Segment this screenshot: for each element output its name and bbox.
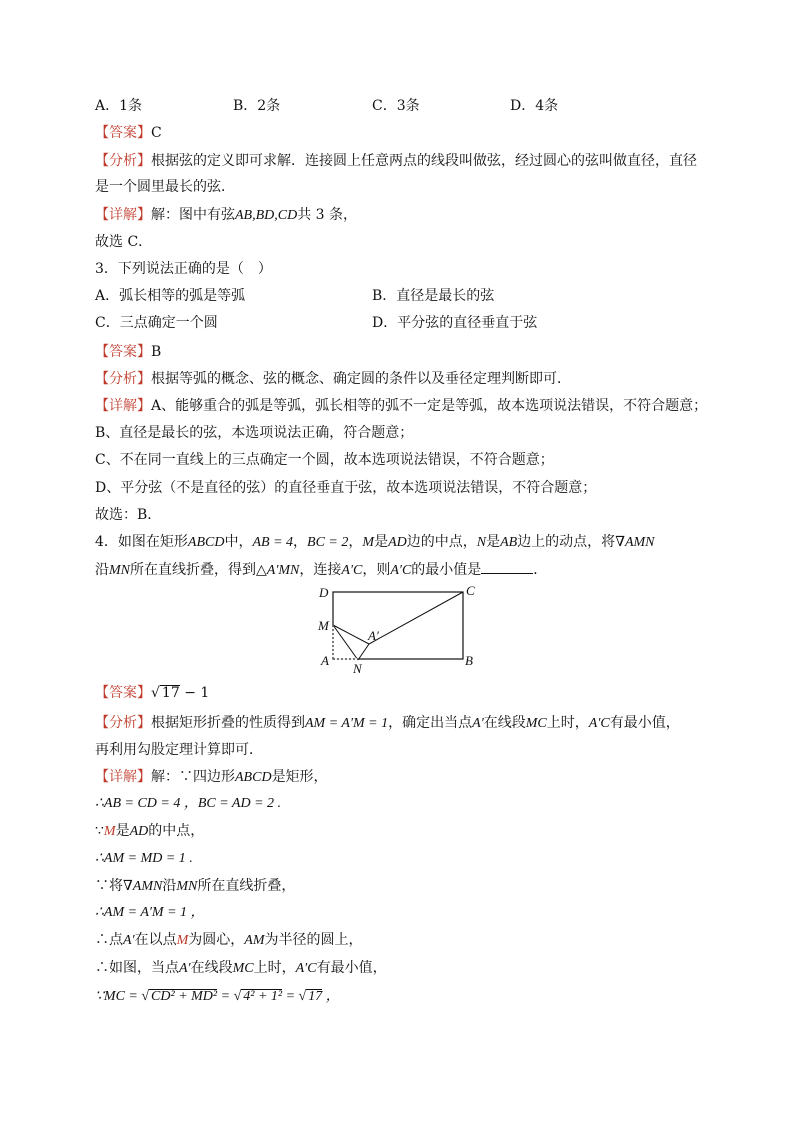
stem-text: 中， xyxy=(224,534,253,550)
option-b: B．2条 xyxy=(233,98,281,114)
q3-detail-d: D、平分弦（不是直径的弦）的直径垂直于弦，故本选项说法错误，不符合题意； xyxy=(95,480,597,496)
detail-text: 是 xyxy=(115,823,130,839)
q4-stem-line-2 xyxy=(95,559,547,581)
stem-text: 所在直线折叠，得到 xyxy=(130,562,256,578)
formula-text: = xyxy=(217,989,234,1004)
detail-text: 条， xyxy=(329,207,358,223)
detail-text: ∴点 xyxy=(95,932,123,948)
detail-text: 所在直线折叠， xyxy=(197,878,296,894)
option-d: D．4条 xyxy=(510,98,559,114)
detail-math: M xyxy=(103,824,116,839)
stem-text: ， xyxy=(348,534,363,550)
sqrt-radicand: 4² + 1² xyxy=(243,989,283,1004)
q3-option-c: C．三点确定一个圆 xyxy=(95,315,218,331)
analysis-text: 根据弦的定义即可求解．连接圆上任意两点的线段叫做弦，经过圆心的弦叫做直径，直径 xyxy=(151,153,697,169)
q3-detail-b: B、直径是最长的弦，本选项说法正确，符合题意； xyxy=(95,425,414,441)
stem-math: AB xyxy=(500,535,518,550)
label-a: A xyxy=(321,653,329,668)
sqrt-radicand: 17 xyxy=(308,989,323,1004)
segment-a-prime-n xyxy=(358,644,369,660)
detail-text: 共 xyxy=(297,207,312,223)
analysis-text: 在线段 xyxy=(483,715,526,731)
segment-mn xyxy=(333,625,358,660)
segment-ma-prime xyxy=(333,625,369,644)
detail-text: ∵ xyxy=(95,823,104,839)
stem-math: AD xyxy=(388,535,407,550)
q4-analysis-line-1 xyxy=(95,713,680,734)
detail-text: 为圆心， xyxy=(188,932,245,948)
analysis-text: 上时， xyxy=(546,715,589,731)
formula-text: ∵MC = xyxy=(95,989,142,1004)
analysis-math: A′C xyxy=(588,716,610,731)
label-n: N xyxy=(353,661,362,676)
q2-answer-line xyxy=(95,123,162,143)
q4-detail-4: ∴AM = MD = 1 . xyxy=(95,851,193,866)
q3-detail-a xyxy=(95,396,707,416)
stem-math: ABCD xyxy=(187,535,225,550)
detail-math: MC xyxy=(232,961,254,976)
sqrt-sign: √ xyxy=(151,685,160,701)
analysis-math: A′ xyxy=(472,716,484,731)
detail-text: 有最小值， xyxy=(316,960,387,976)
label-c: C xyxy=(466,583,475,598)
q3-option-a: A．弧长相等的弧是等弧 xyxy=(95,288,246,304)
detail-math: AM xyxy=(244,933,265,948)
option-c: C．3条 xyxy=(372,98,420,114)
sqrt-radicand: 17 xyxy=(161,685,180,701)
detail-text: ∴如图，当点 xyxy=(95,960,179,976)
sqrt-sign: √ xyxy=(233,989,242,1004)
detail-math: AD xyxy=(129,824,149,839)
detail-math: ABCD xyxy=(235,770,272,785)
detail-text: 解：图中有弦 xyxy=(151,207,235,223)
detail-text: 在线段 xyxy=(190,960,233,976)
analysis-tag: 【分析】 xyxy=(95,371,151,387)
stem-math: AB = 4 xyxy=(252,535,294,550)
label-m: M xyxy=(318,618,329,633)
detail-math: A′ xyxy=(179,961,191,976)
label-d: D xyxy=(319,585,329,600)
q3-option-b: B．直径是最长的弦 xyxy=(372,288,495,304)
q4-stem-line-1 xyxy=(95,532,655,553)
sqrt-radicand: CD² + MD² xyxy=(151,989,218,1004)
stem-math: △A′MN xyxy=(256,563,300,578)
stem-math: M xyxy=(362,535,375,550)
q4-detail-5 xyxy=(95,876,295,897)
detail-text: 解：∵四边形 xyxy=(151,769,235,785)
stem-text: ． xyxy=(533,562,548,578)
q4-detail-6: ∴AM = A′M = 1 ， xyxy=(95,905,205,920)
analysis-tag: 【分析】 xyxy=(95,153,151,169)
q3-analysis-line xyxy=(95,369,571,389)
stem-text: 边的中点， xyxy=(406,534,477,550)
stem-math: BC = 2 xyxy=(307,535,349,550)
stem-text: ，则 xyxy=(362,562,391,578)
detail-tag: 【详解】 xyxy=(95,398,151,414)
answer-tag: 【答案】 xyxy=(95,344,151,360)
q3-detail-c: C、不在同一直线上的三点确定一个圆，故本选项说法错误，不符合题意； xyxy=(95,452,554,468)
detail-text: A、能够重合的弧是等弧，弧长相等的弧不一定是等弧，故本选项说法错误，不符合题意； xyxy=(151,398,708,414)
detail-number: 3 xyxy=(311,207,330,223)
formula-text: = xyxy=(282,989,299,1004)
stem-text: 边上的动点，将 xyxy=(517,534,616,550)
analysis-text: 根据等弧的概念、弦的概念、确定圆的条件以及垂径定理判断即可． xyxy=(151,371,571,387)
detail-text: ∵将 xyxy=(95,878,123,894)
q2-analysis-line-2: 是一个圆里最长的弦． xyxy=(95,179,235,195)
stem-math: ∇AMN xyxy=(615,535,655,550)
answer-blank xyxy=(481,559,533,574)
option-a: A．1条 xyxy=(95,98,143,114)
analysis-text: 根据矩形折叠的性质得到 xyxy=(151,715,305,731)
q3-choose-line: 故选：B． xyxy=(95,507,162,523)
detail-text: 是矩形， xyxy=(271,769,328,785)
analysis-tag: 【分析】 xyxy=(95,715,151,731)
rectangle-abcd xyxy=(333,592,463,659)
q4-answer-line xyxy=(95,683,209,703)
stem-math: A′C xyxy=(390,563,412,578)
stem-text: 沿 xyxy=(95,562,109,578)
stem-text: 是 xyxy=(374,534,389,550)
stem-math: N xyxy=(476,535,487,550)
detail-math: MN xyxy=(176,879,198,894)
stem-text: ， xyxy=(293,534,308,550)
q4-detail-1 xyxy=(95,767,328,788)
analysis-text: ，确定出当点 xyxy=(388,715,473,731)
q4-detail-3 xyxy=(95,821,204,842)
q2-detail-line xyxy=(95,205,357,226)
stem-math: MN xyxy=(109,563,130,578)
answer-value: B xyxy=(151,344,162,360)
q4-analysis-line-2: 再利用勾股定理计算即可． xyxy=(95,742,263,758)
segment-a-prime-c xyxy=(369,592,463,644)
detail-text: 沿 xyxy=(162,878,177,894)
q3-answer-line xyxy=(95,342,161,362)
stem-text: 的最小值是 xyxy=(411,562,482,578)
detail-math: A′C xyxy=(295,961,317,976)
answer-value: C xyxy=(151,125,162,141)
q3-stem: 3．下列说法正确的是（ ） xyxy=(95,261,272,277)
detail-tag: 【详解】 xyxy=(95,207,151,223)
stem-text: ，连接 xyxy=(299,562,342,578)
stem-text: 是 xyxy=(486,534,501,550)
q2-choose-line xyxy=(95,232,152,252)
q4-detail-7 xyxy=(95,930,363,951)
stem-math: A′C xyxy=(341,563,363,578)
detail-text: 为半径的圆上， xyxy=(264,932,363,948)
answer-tag: 【答案】 xyxy=(95,685,151,701)
sqrt-sign: √ xyxy=(141,989,150,1004)
detail-math: M xyxy=(176,933,189,948)
rectangle-fold-figure xyxy=(310,580,490,680)
detail-text: 上时， xyxy=(253,960,296,976)
answer-tag: 【答案】 xyxy=(95,125,151,141)
sqrt-sign: √ xyxy=(298,989,307,1004)
detail-math: A′ xyxy=(123,933,135,948)
formula-text: ， xyxy=(322,989,340,1004)
choose-letter: C． xyxy=(123,234,153,250)
detail-math: ∇AMN xyxy=(123,879,163,894)
q4-detail-9 xyxy=(95,987,340,1007)
analysis-text: 有最小值， xyxy=(609,715,680,731)
q4-detail-8 xyxy=(95,958,387,979)
answer-rest: − 1 xyxy=(179,685,210,701)
analysis-math: MC xyxy=(525,716,547,731)
stem-text: 4．如图在矩形 xyxy=(95,534,188,550)
label-a-prime: A′ xyxy=(368,628,379,643)
choose-text: 故选 xyxy=(95,234,123,250)
detail-tag: 【详解】 xyxy=(95,769,151,785)
q3-option-d: D．平分弦的直径垂直于弦 xyxy=(372,315,538,331)
detail-text: 的中点， xyxy=(148,823,205,839)
q2-analysis-line-1 xyxy=(95,151,697,171)
detail-text: 在以点 xyxy=(134,932,177,948)
label-b: B xyxy=(465,653,473,668)
detail-math: AB,BD,CD xyxy=(235,208,298,223)
analysis-math: AM = A′M = 1 xyxy=(305,716,389,731)
q4-detail-2: ∴AB = CD = 4 ，BC = AD = 2 . xyxy=(95,796,282,811)
